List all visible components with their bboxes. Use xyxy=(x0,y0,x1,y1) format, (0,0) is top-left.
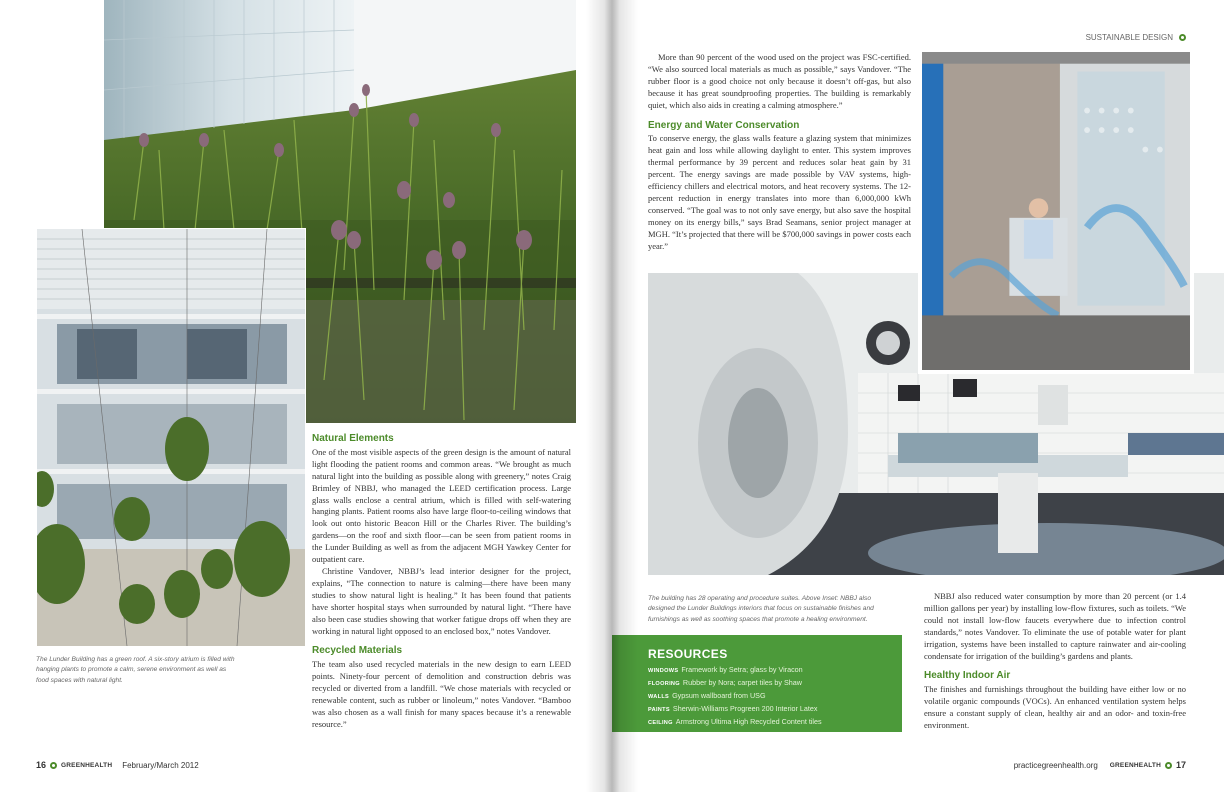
inset-office-photo xyxy=(918,48,1194,374)
recycled-materials-heading: Recycled Materials xyxy=(312,645,403,657)
resource-item xyxy=(648,716,892,729)
operating-room-caption: The building has 28 operating and procedure suites. Above Inset: NBBJ also designed the Lunder Buildings interiors that focus on sustainable finishes and furnishings as well as soothing spaces that promote a healing environment. xyxy=(648,595,874,623)
leaf-logo-icon xyxy=(50,762,57,769)
resource-item xyxy=(648,690,892,703)
resource-label: WINDOWS xyxy=(648,668,679,674)
resource-value: Armstrong Ultima High Recycled Content tiles xyxy=(675,717,822,726)
natural-elements-paragraph-1: One of the most visible aspects of the green design is the amount of natural light flooding the patient rooms and common areas. “We brought as much natural light into the building as possible along with greenery,” notes Craig Brimley of NBBJ, who managed the LEED certification process. Large glass walls enclose a central atrium, which is filled with self-watering hanging plants. Patient rooms also have large floor-to-ceiling windows that look out onto historic Beacon Hill or the Charles River. The building’s gardens—on the roof and sixth floor—can be seen from patient rooms in the Lunder Building as well as from the adjacent MGH Yawkey Center for outpatient care. xyxy=(312,446,571,565)
resource-value: Rubber by Nora; carpet tiles by Shaw xyxy=(682,678,802,687)
resources-title: RESOURCES xyxy=(648,647,728,661)
resource-value: Gypsum wallboard from USG xyxy=(672,691,766,700)
resource-value: Sherwin-Williams Progreen 200 Interior Latex xyxy=(672,704,818,713)
resource-label: WALLS xyxy=(648,694,670,700)
right-magazine-name: GREENHEALTH xyxy=(1109,761,1161,769)
right-lower-column xyxy=(924,591,1186,732)
left-folio xyxy=(36,760,199,770)
left-magazine-name: GREENHEALTH xyxy=(61,761,113,769)
energy-paragraph: To conserve energy, the glass walls feature a glazing system that minimizes heat gain and loss while allowing daylight to enter. This system improves thermal performance by 39 percent and reduces solar heat gain by 31 percent. The energy savings are made possible by VAV systems, high-efficiency chillers and electrical motors, and heat recovery systems. The 12-percent reduction in energy translates into more than 6,000,000 kWh conserved. “The goal was to not only save energy, but also save the hospital money on its energy bills,” says Brad Seamans, senior project manager at MGH. “It’s projected that there will be $700,000 savings in power costs each year.” xyxy=(648,133,911,251)
resource-label: PAINTS xyxy=(648,707,670,713)
intro-paragraph: More than 90 percent of the wood used on the project was FSC-certified. “We also sourced local materials as much as possible,” says Vandover. “The rubber floor is a good choice not only because it doesn’t off-gas, but also because it has great soundproofing properties. The building is remarkably quiet, which also aids in creating a calming atmosphere.” xyxy=(648,52,911,110)
resource-item xyxy=(648,677,892,690)
indoor-air-heading: Healthy Indoor Air xyxy=(924,670,1011,682)
section-label xyxy=(1086,33,1186,42)
resource-label: FLOORING xyxy=(648,681,680,687)
natural-elements-paragraph-2: Christine Vandover, NBBJ’s lead interior designer for the project, explains, “The connection to nature is calming—there have been many studies to show natural light is healing.” It has been found that patients have shorter hospital stays when surrounded by natural light. “There have also been case studies showing that worker fatigue drops off when they are working in natural light opposed to an enclosed box,” notes Vandover. xyxy=(312,565,571,636)
right-page xyxy=(610,0,1224,792)
resource-item xyxy=(648,664,892,677)
natural-elements-heading: Natural Elements xyxy=(312,433,394,444)
resource-item xyxy=(648,703,892,716)
indoor-air-paragraph: The finishes and furnishings throughout the building have either low or no volatile organic compounds (VOCs). An enhanced ventilation system helps ensure a constant supply of clean, healthy air and an odor- and toxin-free environment. xyxy=(924,684,1186,731)
right-folio xyxy=(1014,760,1186,770)
leaf-logo-icon xyxy=(1179,34,1186,41)
right-page-number: 17 xyxy=(1175,760,1186,770)
website-url: practicegreenhealth.org xyxy=(1013,760,1098,770)
resources-box xyxy=(612,635,902,732)
spine-shadow xyxy=(586,0,638,792)
recycled-materials-paragraph: The team also used recycled materials in the new design to earn LEED points. Ninety-four percent of demolition and construction debris was recycled or diverted from a landfill. “We chose materials with recycled or renewable content, such as rubber or linoleum,” notes Vandover. “Bamboo was also chosen as a wall finish for many spaces because it’s a renewable resource.” xyxy=(312,659,571,729)
left-page-number: 16 xyxy=(36,760,47,770)
energy-heading: Energy and Water Conservation xyxy=(648,119,800,131)
section-label-text: SUSTAINABLE DESIGN xyxy=(1085,33,1173,42)
resource-label: CEILING xyxy=(648,720,673,726)
left-page xyxy=(0,0,610,792)
leaf-logo-icon xyxy=(1165,762,1172,769)
atrium-caption: The Lunder Building has a green roof. A six-story atrium is filled with hanging plants to promote a calm, serene environment as well as food spaces with natural light. xyxy=(36,656,235,684)
left-article-column xyxy=(312,433,571,731)
resource-value: Framework by Setra; glass by Viracon xyxy=(681,665,803,674)
water-paragraph: NBBJ also reduced water consumption by more than 20 percent (or 1.4 million gallons per year) by installing low-flow fixtures, such as toilets. “We could not install low-flow faucets everywhere due to infection control standards,” notes Vandover. To eliminate the use of potable water for plant irrigation, systems have been installed to capture rainwater and air-cooling condensate for irrigation of the building’s gardens and plants. xyxy=(924,591,1186,661)
atrium-photo xyxy=(36,228,306,647)
issue-date: February/March 2012 xyxy=(122,760,199,770)
right-article-column xyxy=(648,52,911,253)
